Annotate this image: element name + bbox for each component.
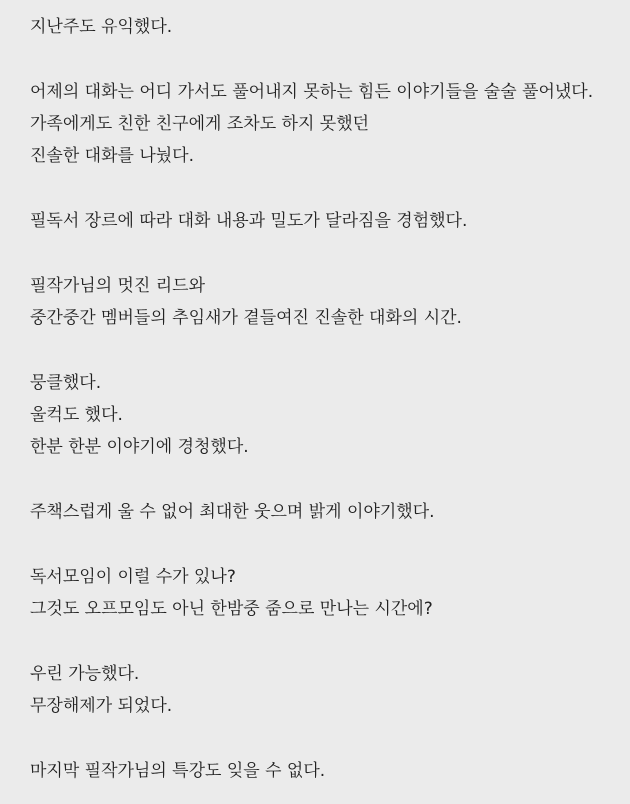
- text-line: 진솔한 대화를 나눴다.: [30, 146, 195, 167]
- text-line: 마지막 필작가님의 특강도 잊을 수 없다.: [30, 760, 326, 781]
- text-line: 지난주도 유익했다.: [30, 17, 173, 37]
- text-line: 독서모임이 이럴 수가 있나?: [30, 566, 236, 587]
- text-line: 어제의 대화는 어디 가서도 풀어내지 못하는 힘든 이야기들을 술술 풀어냈다.: [30, 81, 594, 102]
- text-line: 울컥도 했다.: [30, 405, 123, 426]
- text-line: 중간중간 멤버들의 추임새가 곁들여진 진솔한 대화의 시간.: [30, 308, 462, 329]
- text-line: 가족에게도 친한 친구에게 조차도 하지 못했던: [30, 114, 370, 135]
- text-line: 주책스럽게 울 수 없어 최대한 웃으며 밝게 이야기했다.: [30, 502, 435, 523]
- blank-line: [30, 43, 630, 75]
- text-line: 우린 가능했다.: [30, 663, 140, 684]
- blank-line: [30, 626, 630, 658]
- blank-line: [30, 464, 630, 496]
- text-line: 필독서 장르에 따라 대화 내용과 밀도가 달라짐을 경험했다.: [30, 211, 468, 232]
- text-line: 필작가님의 멋진 리드와: [30, 275, 206, 296]
- text-line: 한분 한분 이야기에 경청했다.: [30, 437, 249, 458]
- blank-line: [30, 237, 630, 269]
- text-line: 뭉클했다.: [30, 372, 102, 393]
- blank-line: [30, 723, 630, 755]
- text-line: 그것도 오프모임도 아닌 한밤중 줌으로 만나는 시간에?: [30, 599, 433, 620]
- text-line: 무장해제가 되었다.: [30, 696, 173, 717]
- blank-line: [30, 529, 630, 561]
- blank-line: [30, 173, 630, 205]
- blank-line: [30, 334, 630, 366]
